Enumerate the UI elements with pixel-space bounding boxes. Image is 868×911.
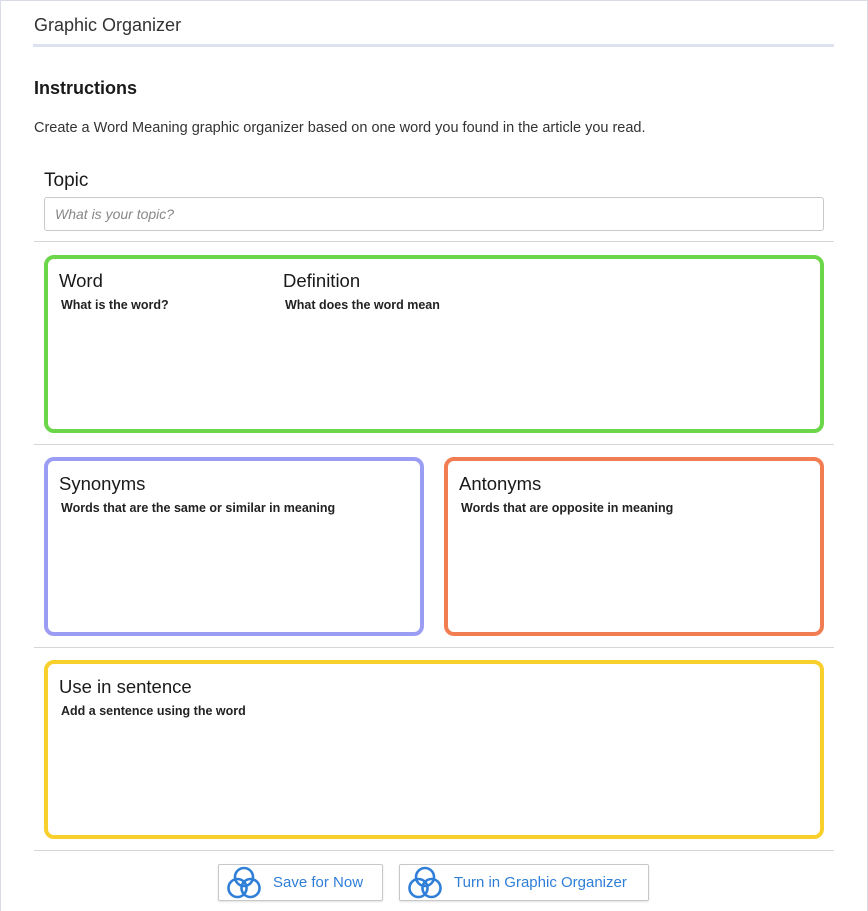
sentence-field xyxy=(59,676,809,822)
sentence-label: Use in sentence xyxy=(59,676,192,697)
synonyms-label: Synonyms xyxy=(59,473,146,494)
definition-hint: What does the word mean xyxy=(285,298,440,312)
antonyms-hint: Words that are opposite in meaning xyxy=(461,501,674,515)
word-label: Word xyxy=(59,270,103,291)
save-for-now-label: Save for Now xyxy=(273,874,364,891)
section-divider xyxy=(34,241,834,242)
word-field xyxy=(59,270,274,416)
organizer-rings-icon xyxy=(406,865,444,901)
sentence-hint: Add a sentence using the word xyxy=(61,704,246,718)
definition-label: Definition xyxy=(283,270,361,291)
section-divider xyxy=(34,850,834,851)
organizer-rings-icon xyxy=(225,865,263,901)
word-input[interactable] xyxy=(59,316,264,416)
antonyms-input[interactable] xyxy=(459,519,804,619)
page-title: Graphic Organizer xyxy=(34,15,182,35)
turn-in-button[interactable] xyxy=(399,864,649,901)
title-divider xyxy=(33,44,834,47)
antonyms-field xyxy=(459,473,809,619)
synonyms-field xyxy=(59,473,409,619)
turn-in-label: Turn in Graphic Organizer xyxy=(454,874,627,891)
instructions-heading: Instructions xyxy=(34,78,138,98)
save-for-now-button[interactable] xyxy=(218,864,383,901)
antonyms-label: Antonyms xyxy=(459,473,542,494)
synonyms-input[interactable] xyxy=(59,519,404,619)
definition-field xyxy=(283,270,808,416)
definition-input[interactable] xyxy=(283,316,798,416)
section-divider xyxy=(34,444,834,445)
topic-label: Topic xyxy=(44,170,89,191)
sentence-input[interactable] xyxy=(59,722,804,822)
instructions-text: Create a Word Meaning graphic organizer based on one word you found in the article you read. xyxy=(34,120,646,136)
word-hint: What is the word? xyxy=(61,298,169,312)
topic-input[interactable] xyxy=(44,197,824,231)
synonyms-hint: Words that are the same or similar in meaning xyxy=(61,501,336,515)
section-divider xyxy=(34,647,834,648)
